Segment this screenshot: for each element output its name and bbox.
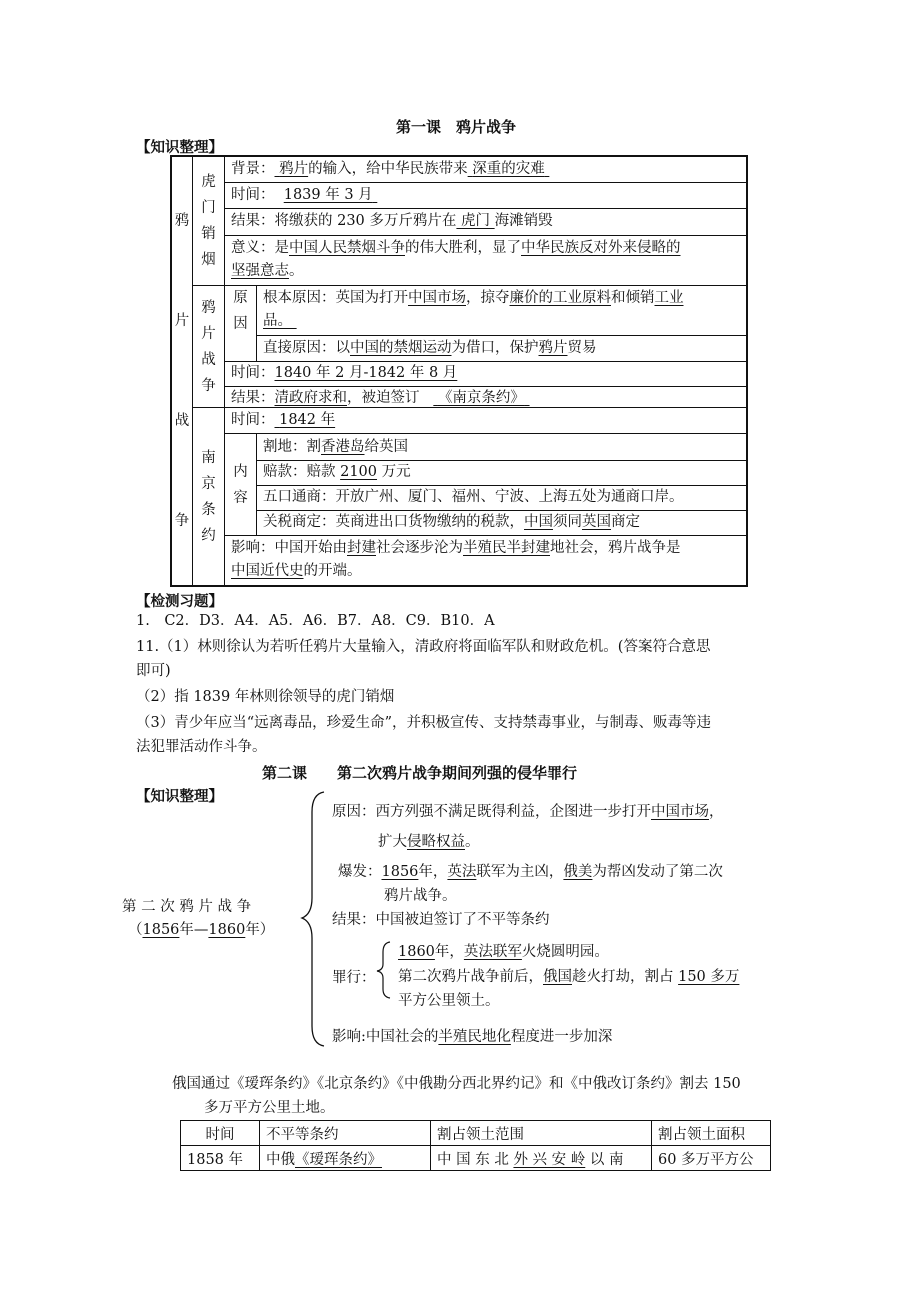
war-years: （1856年—1860年） <box>128 922 275 938</box>
direct-cause: 直接原因：以中国的禁烟运动为借口，保护鸦片贸易 <box>263 340 597 356</box>
war-label: 鸦 片 战 争 <box>174 213 190 529</box>
crime-label: 罪行： <box>332 970 376 986</box>
cede-land: 割地：割香港岛给英国 <box>263 439 408 455</box>
cause-label: 原 因 <box>233 289 248 332</box>
opium-war-result: 结果：清政府求和，被迫签订 《南京条约》 <box>231 390 525 406</box>
content-label: 内 容 <box>233 463 248 506</box>
nanjing-time: 时间： 1842 年 <box>231 412 336 428</box>
humen-background: 背景： 鸦片的输入，给中华民族带来 深重的灾难 <box>231 161 545 177</box>
header-range: 割占领土范围 <box>431 1121 652 1146</box>
humen-meaning: 意义：是中国人民禁烟斗争的伟大胜利，显了中华民族反对外来侵略的 坚强意志。 <box>231 240 681 279</box>
crime2-line2: 平方公里领土。 <box>398 993 500 1009</box>
opium-war-time: 时间：1840 年 2 月-1842 年 8 月 <box>231 365 458 381</box>
crime2-line1: 第二次鸦片战争前后，俄国趁火打劫，割占 150 多万 <box>398 969 740 985</box>
lesson1-title: 第一课 鸦片战争 <box>396 118 517 136</box>
impact-line: 影响:中国社会的半殖民地化程度进一步加深 <box>332 1029 613 1045</box>
q11-part3-line1: （3）青少年应当“远离毒品，珍爱生命”，并积极宣传、支持禁毒事业，与制毒、贩毒等违 <box>136 715 712 731</box>
header-time: 时间 <box>181 1121 260 1146</box>
outbreak-line2: 鸦片战争。 <box>384 888 457 904</box>
nanjing-impact: 影响：中国开始由封建社会逐步沦为半殖民半封建地社会，鸦片战争是 中国近代史的开端。 <box>231 540 681 579</box>
answers-line: 1. C2．D3．A4．A5．A6．B7．A8．C9．B10．A <box>136 613 495 629</box>
five-ports: 五口通商：开放广州、厦门、福州、宁波、上海五处为通商口岸。 <box>263 489 684 505</box>
russia-table <box>180 1120 771 1171</box>
exercise-heading: 【检测习题】 <box>136 594 223 610</box>
header-treaty: 不平等条约 <box>260 1121 431 1146</box>
humen-result: 结果：将缴获的 230 多万斤鸦片在 虎门 海滩销毁 <box>231 213 553 229</box>
row1-range: 中 国 东 北 外 兴 安 岭 以 南 <box>431 1146 652 1171</box>
knowledge-heading-1: 【知识整理】 <box>136 140 223 156</box>
outbreak-line1: 爆发：1856年，英法联军为主凶，俄美为帮凶发动了第二次 <box>338 864 723 880</box>
row1-time: 1858 年 <box>181 1146 260 1171</box>
result-line: 结果：中国被迫签订了不平等条约 <box>332 912 550 928</box>
opium-war-table <box>170 155 748 587</box>
q11-part2: （2）指 1839 年林则徐领导的虎门销烟 <box>136 689 395 705</box>
q11-part3-line2: 法犯罪活动作斗争。 <box>136 739 267 755</box>
cause-line2: 扩大侵略权益。 <box>378 834 480 850</box>
small-brace-icon <box>374 940 394 1000</box>
humen-time: 时间： 1839 年 3 月 <box>231 187 373 203</box>
q11-line2: 即可) <box>136 663 171 679</box>
header-area: 割占领土面积 <box>652 1121 771 1146</box>
row1-treaty: 中俄《瑷珲条约》 <box>260 1146 431 1171</box>
large-brace-icon <box>300 790 330 1050</box>
cause-line1: 原因：西方列强不满足既得利益，企图进一步打开中国市场， <box>332 804 724 820</box>
nanjing-label: 南 京 条 约 <box>201 449 216 544</box>
russia-line2: 多万平方公里土地。 <box>204 1100 335 1116</box>
russia-line1: 俄国通过《瑷珲条约》《北京条约》《中俄勘分西北界约记》和《中俄改订条约》割去 150 <box>172 1076 741 1092</box>
table-header-row <box>181 1121 771 1146</box>
humen-label: 虎 门 销 烟 <box>201 174 216 268</box>
indemnity: 赔款：赔款 2100 万元 <box>263 464 411 480</box>
opium-war-label: 鸦 片 战 争 <box>201 299 216 394</box>
tariff: 关税商定：英商进出口货物缴纳的税款，中国须同英国商定 <box>263 514 640 530</box>
knowledge-heading-2: 【知识整理】 <box>136 789 223 805</box>
row1-area: 60 多万平方公 <box>652 1146 771 1171</box>
q11-line1: 11.（1）林则徐认为若听任鸦片大量输入，清政府将面临军队和财政危机。(答案符合意思 <box>136 639 711 655</box>
war-name: 第 二 次 鸦 片 战 争 <box>122 899 252 915</box>
crime1: 1860年，英法联军火烧圆明园。 <box>398 944 609 960</box>
root-cause: 根本原因：英国为打开中国市场，掠夺廉价的工业原料和倾销工业 品。 <box>263 290 684 329</box>
lesson2-title: 第二课 第二次鸦片战争期间列强的侵华罪行 <box>262 764 578 782</box>
table-row <box>181 1146 771 1171</box>
